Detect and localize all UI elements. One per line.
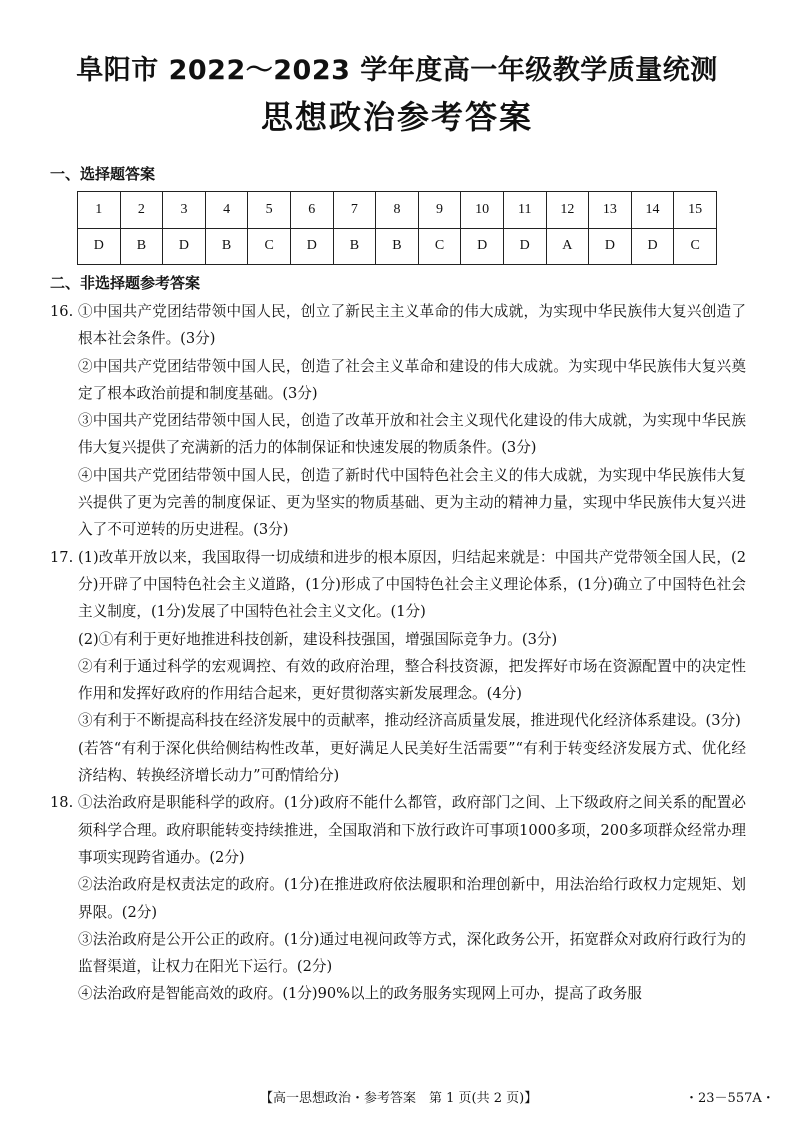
answer-paragraph: (2)①有利于更好地推进科技创新，建设科技强国，增强国际竞争力。(3分) <box>78 630 558 648</box>
table-cell: B <box>205 228 248 265</box>
table-cell: D <box>589 228 632 265</box>
footer-page-info: 【高一思想政治・参考答案 第 1 页(共 2 页)】 <box>260 1091 538 1106</box>
answer-paragraph: ④法治政府是智能高效的政府。(1分)90%以上的政务服务实现网上可办，提高了政务服 <box>78 985 642 1003</box>
table-cell: D <box>631 228 674 265</box>
table-cell: 15 <box>674 192 717 229</box>
answer-paragraph: ②法治政府是权责法定的政府。(1分)在推进政府依法履职和治理创新中，用法治给行政权力定规矩、划界限。(2分) <box>78 876 746 921</box>
table-cell: 7 <box>333 192 376 229</box>
table-cell: C <box>248 228 291 265</box>
answer-paragraph: ②中国共产党团结带领中国人民，创造了社会主义革命和建设的伟大成就。为实现中华民族伟大复兴奠定了根本政治前提和制度基础。(3分) <box>78 357 746 402</box>
table-cell: 9 <box>418 192 461 229</box>
question-16 <box>50 298 746 544</box>
answer-paragraph: ④中国共产党团结带领中国人民，创造了新时代中国特色社会主义的伟大成就，为实现中华民族伟大复兴提供了更为完善的制度保证、更为坚实的物质基础、更为主动的精神力量，实现中华民族伟大复兴进入了不可逆转的历史进程。(3分) <box>78 466 746 539</box>
question-number: 16. <box>50 303 74 320</box>
table-cell: D <box>461 228 504 265</box>
table-cell: 1 <box>78 192 121 229</box>
table-cell: 8 <box>376 192 419 229</box>
table-cell: 14 <box>631 192 674 229</box>
table-cell: 2 <box>120 192 163 229</box>
answers-body <box>50 298 746 1008</box>
table-cell: C <box>674 228 717 265</box>
page-title-line1: 阜阳市 2022～2023 学年度高一年级教学质量统测 <box>76 55 718 86</box>
table-cell: C <box>418 228 461 265</box>
answer-paragraph: (1)改革开放以来，我国取得一切成绩和进步的根本原因，归结起来就是：中国共产党带领全国人民，(2分)开辟了中国特色社会主义道路，(1分)形成了中国特色社会主义理论体系，(1分)确立了中国特色社会主义制度，(1分)发展了中国特色社会主义文化。(1分) <box>78 548 746 621</box>
table-cell: B <box>376 228 419 265</box>
question-18 <box>50 789 746 1007</box>
table-cell: 12 <box>546 192 589 229</box>
answer-table-number-row <box>78 192 717 229</box>
table-cell: 4 <box>205 192 248 229</box>
table-cell: A <box>546 228 589 265</box>
table-cell: D <box>163 228 206 265</box>
answer-paragraph: ③法治政府是公开公正的政府。(1分)通过电视问政等方式，深化政务公开，拓宽群众对政府行政行为的监督渠道，让权力在阳光下运行。(2分) <box>78 930 746 976</box>
question-number: 17. <box>50 548 74 566</box>
answer-paragraph: ②有利于通过科学的宏观调控、有效的政府治理，整合科技资源，把发挥好市场在资源配置中的决定性作用和发挥好政府的作用结合起来，更好贯彻落实新发展理念。(4分) <box>78 657 746 703</box>
answer-table <box>77 191 717 265</box>
section1-heading: 一、选择题答案 <box>50 165 156 183</box>
page-title-line2: 思想政治参考答案 <box>260 98 533 136</box>
table-cell: D <box>503 228 546 265</box>
answer-paragraph: ③中国共产党团结带领中国人民，创造了改革开放和社会主义现代化建设的伟大成就，为实现中华民族伟大复兴提供了充满新的活力的体制保证和快速发展的物质条件。(3分) <box>78 412 746 457</box>
table-cell: 11 <box>503 192 546 229</box>
section2-heading: 二、非选择题参考答案 <box>50 274 201 292</box>
table-cell: 6 <box>290 192 333 229</box>
table-cell: 10 <box>461 192 504 229</box>
table-cell: D <box>290 228 333 265</box>
question-17 <box>50 544 746 790</box>
answer-paragraph: ①法治政府是职能科学的政府。(1分)政府不能什么都管，政府部门之间、上下级政府之间关系的配置必须科学合理。政府职能转变持续推进，全国取消和下放行政许可事项1000多项，200多项群众经常办理事项实现跨省通办。(2分) <box>78 794 746 866</box>
table-cell: B <box>333 228 376 265</box>
table-cell: D <box>78 228 121 265</box>
table-cell: 5 <box>248 192 291 229</box>
table-cell: 3 <box>163 192 206 229</box>
footer-code: ・23－557A・ <box>685 1091 775 1106</box>
answer-paragraph: ①中国共产党团结带领中国人民，创立了新民主主义革命的伟大成就，为实现中华民族伟大复兴创造了根本社会条件。(3分) <box>78 303 746 348</box>
table-cell: 13 <box>589 192 632 229</box>
answer-table-answer-row <box>78 228 717 265</box>
answer-paragraph: ③有利于不断提高科技在经济发展中的贡献率，推动经济高质量发展，推进现代化经济体系建设。(3分) <box>78 712 741 730</box>
answer-paragraph: (若答“有利于深化供给侧结构性改革，更好满足人民美好生活需要”“有利于转变经济发展方式、优化经济结构、转换经济增长动力”可酌情给分) <box>78 739 746 785</box>
table-cell: B <box>120 228 163 265</box>
question-number: 18. <box>50 794 74 812</box>
